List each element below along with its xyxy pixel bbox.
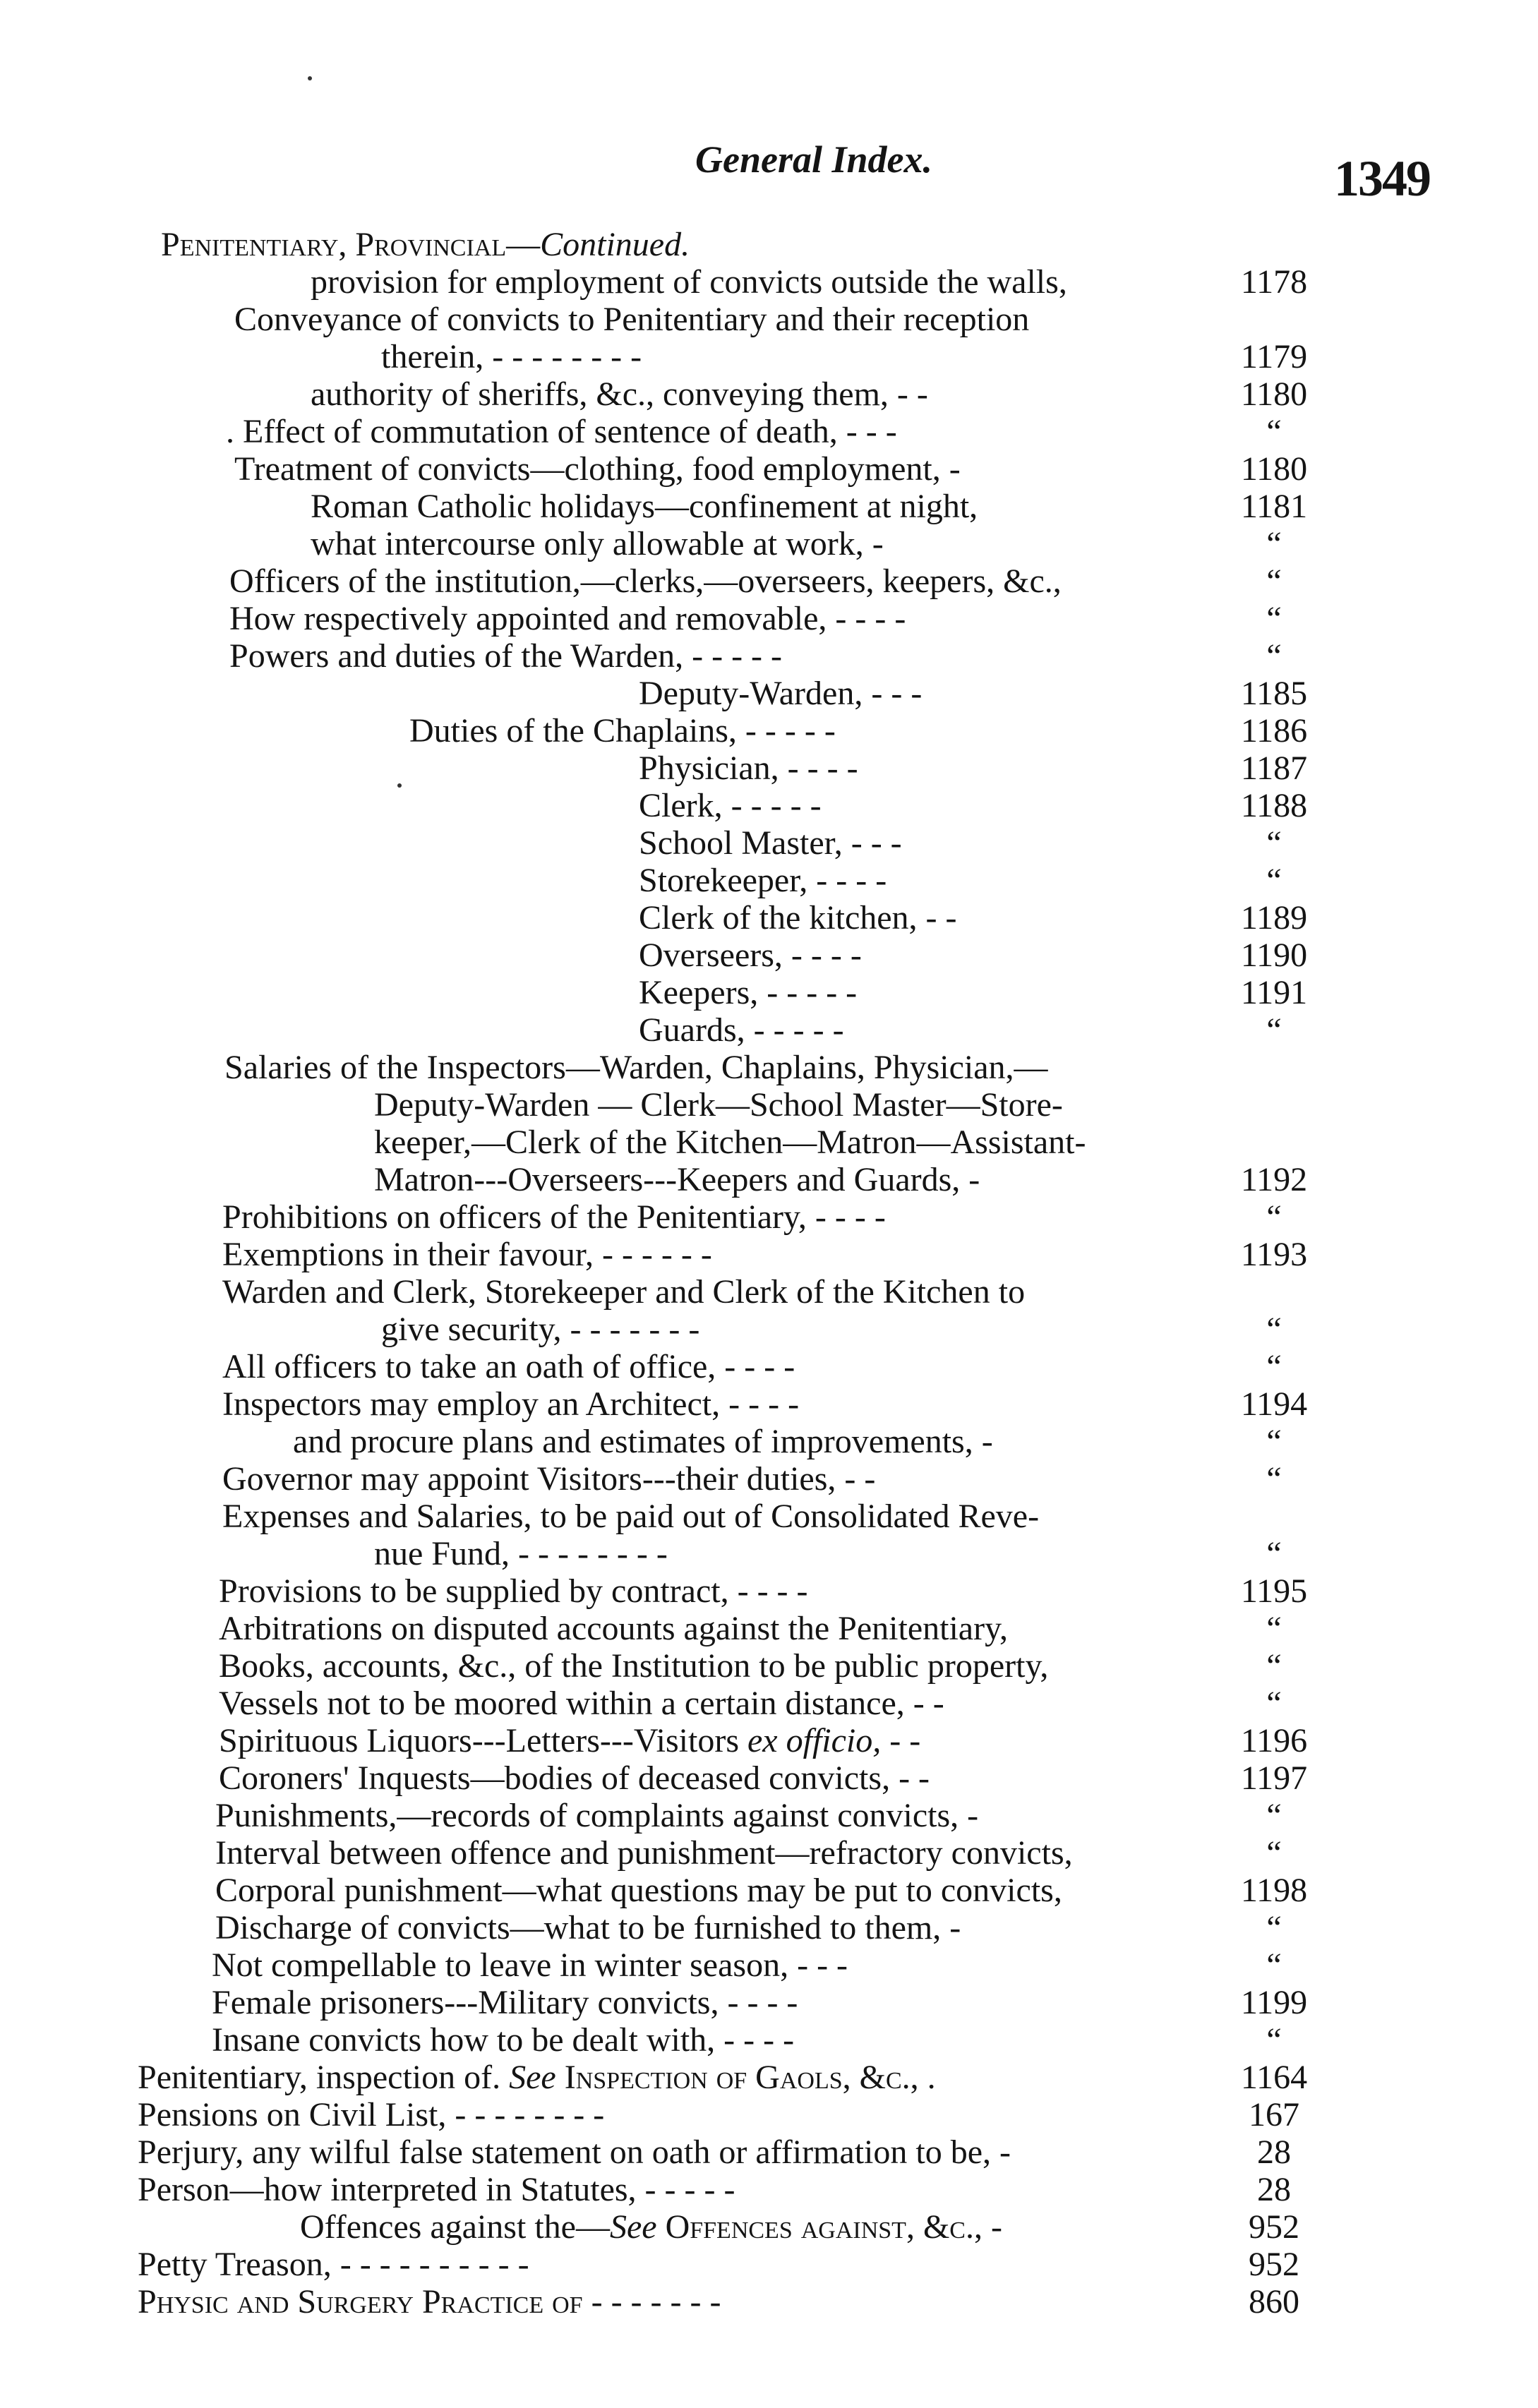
entry-page: 1164	[1240, 2059, 1308, 2096]
index-entry	[0, 562, 1538, 600]
entry-text: Inspectors may employ an Architect, - - - -	[222, 1385, 800, 1423]
index-entry	[0, 600, 1538, 637]
entry-page: 1187	[1240, 750, 1308, 787]
index-entry	[0, 1797, 1538, 1834]
continued-label: Continued.	[540, 226, 690, 263]
index-entry	[0, 450, 1538, 488]
entry-page: “	[1266, 1797, 1282, 1834]
entry-page: 167	[1249, 2096, 1299, 2133]
entry-text: Punishments,—records of complaints against convicts, -	[215, 1797, 979, 1834]
entry-page: “	[1266, 1834, 1282, 1872]
index-entry	[0, 1759, 1538, 1797]
entry-page: 1178	[1240, 263, 1308, 301]
entry-page: “	[1266, 824, 1282, 862]
index-entry	[0, 338, 1538, 375]
entry-page: 1193	[1240, 1236, 1308, 1273]
entry-page: “	[1266, 1535, 1282, 1572]
index-entry	[0, 375, 1538, 413]
index-entry	[0, 2021, 1538, 2059]
entry-text: Storekeeper, - - - -	[639, 862, 887, 899]
entry-page: 1195	[1240, 1572, 1308, 1610]
entry-page: 1181	[1240, 488, 1308, 525]
entry-text: Warden and Clerk, Storekeeper and Clerk of the Kitchen to	[222, 1273, 1026, 1311]
index-entry	[0, 2171, 1538, 2208]
entry-text: Interval between offence and punishment—refractory convicts,	[215, 1834, 1073, 1872]
index-entry	[0, 1722, 1538, 1759]
index-entry	[0, 1385, 1538, 1423]
ink-speck	[308, 76, 312, 80]
entry-text: Deputy-Warden, - - -	[639, 675, 923, 712]
entry-page: “	[1266, 862, 1282, 899]
entry-text: keeper,—Clerk of the Kitchen—Matron—Assistant-	[374, 1124, 1086, 1161]
index-entry	[0, 525, 1538, 562]
entry-page: “	[1266, 562, 1282, 600]
index-entry	[0, 1049, 1538, 1086]
index-entry	[0, 1161, 1538, 1198]
entry-text: Offences against the—	[300, 2208, 610, 2246]
entry-heading: Person—how interpreted in Statutes, - - - - -	[138, 2171, 735, 2208]
entry-page: 952	[1249, 2208, 1299, 2246]
entry-text: Books, accounts, &c., of the Institution to be public property,	[219, 1647, 1049, 1685]
entry-page: 1192	[1240, 1161, 1308, 1198]
index-entry	[0, 1685, 1538, 1722]
index-entry	[0, 1647, 1538, 1685]
index-entry	[0, 1872, 1538, 1909]
entry-text: Vessels not to be moored within a certain distance, - -	[219, 1685, 944, 1722]
entry-text: Duties of the Chaplains, - - - - -	[409, 712, 836, 750]
entry-text: Powers and duties of the Warden, - - - - -	[229, 637, 783, 675]
index-entry	[0, 787, 1538, 824]
index-entry	[0, 2096, 1538, 2133]
entry-page: 1189	[1240, 899, 1308, 937]
page-header-title: General Index.	[695, 138, 932, 181]
index-entry	[0, 1348, 1538, 1385]
entry-text: Treatment of convicts—clothing, food employment, -	[234, 450, 961, 488]
page-number: 1349	[1334, 150, 1430, 207]
entry-text: Prohibitions on officers of the Penitentiary, - - - -	[222, 1198, 886, 1236]
index-entry	[0, 1086, 1538, 1124]
entry-page: 1186	[1240, 712, 1308, 750]
entry-text: Governor may appoint Visitors---their duties, - -	[222, 1460, 876, 1498]
entry-page: 1196	[1240, 1722, 1308, 1759]
entry-page: “	[1266, 1909, 1282, 1946]
entry-text: Salaries of the Inspectors—Warden, Chaplains, Physician,—	[224, 1049, 1048, 1086]
entry-page: “	[1266, 1460, 1282, 1498]
entry-page: 1179	[1240, 338, 1308, 375]
entry-text: School Master, - - -	[639, 824, 902, 862]
index-entry	[0, 675, 1538, 712]
index-entry	[0, 974, 1538, 1011]
entry-text: Discharge of convicts—what to be furnished to them, -	[215, 1909, 961, 1946]
entry-page: “	[1266, 1946, 1282, 1984]
entry-page: “	[1266, 2021, 1282, 2059]
entry-page: “	[1266, 1311, 1282, 1348]
index-entry	[0, 824, 1538, 862]
entry-text: Deputy-Warden — Clerk—School Master—Store-	[374, 1086, 1063, 1124]
entry-heading: Penitentiary, inspection of.	[138, 2059, 501, 2096]
entry-text: Arbitrations on disputed accounts against the Penitentiary,	[219, 1610, 1008, 1647]
index-entry	[0, 1460, 1538, 1498]
entry-page: “	[1266, 525, 1282, 562]
entry-page: 860	[1249, 2283, 1299, 2320]
index-entry	[0, 2246, 1538, 2283]
index-entry	[0, 1423, 1538, 1460]
index-entry	[0, 1909, 1538, 1946]
entry-leader: - -	[881, 1722, 921, 1759]
index-entry	[0, 1610, 1538, 1647]
entry-page: “	[1266, 1423, 1282, 1460]
entry-page: 28	[1257, 2133, 1291, 2171]
index-entry	[0, 413, 1538, 450]
index-entry	[0, 862, 1538, 899]
see-label: See	[509, 2059, 556, 2096]
index-entry	[0, 1124, 1538, 1161]
entry-text: Physician, - - - -	[639, 750, 858, 787]
entry-page: 1199	[1240, 1984, 1308, 2021]
index-entry	[0, 1198, 1538, 1236]
index-entry	[0, 1535, 1538, 1572]
see-label: See	[609, 2208, 657, 2246]
entry-text: Coroners' Inquests—bodies of deceased convicts, - -	[219, 1759, 930, 1797]
index-entry	[0, 301, 1538, 338]
entry-text: . Effect of commutation of sentence of death, - - -	[226, 413, 897, 450]
index-entry	[0, 1498, 1538, 1535]
index-entry	[0, 1311, 1538, 1348]
index-entry	[0, 1834, 1538, 1872]
entry-text: Clerk, - - - - -	[639, 787, 822, 824]
index-entry	[0, 637, 1538, 675]
entry-page: “	[1266, 1610, 1282, 1647]
cross-reference: Inspection of Gaols, &c., .	[555, 2059, 936, 2096]
entry-text: Officers of the institution,—clerks,—overseers, keepers, &c.,	[229, 562, 1062, 600]
entry-text: How respectively appointed and removable, - - - -	[229, 600, 906, 637]
entry-page: 1190	[1240, 937, 1308, 974]
index-entry	[0, 488, 1538, 525]
entry-text: Roman Catholic holidays—confinement at night,	[311, 488, 978, 525]
entry-page: “	[1266, 1685, 1282, 1722]
entry-text: nue Fund, - - - - - - - -	[374, 1535, 668, 1572]
cross-reference: Offences against, &c., -	[656, 2208, 1002, 2246]
entry-page: 952	[1249, 2246, 1299, 2283]
entry-text: authority of sheriffs, &c., conveying them, - -	[311, 375, 928, 413]
index-entry	[0, 2059, 1538, 2096]
entry-page: 1180	[1240, 375, 1308, 413]
index-entry	[0, 263, 1538, 301]
entry-page: 1188	[1240, 787, 1308, 824]
entry-text: Clerk of the kitchen, - -	[639, 899, 957, 937]
entry-text: Keepers, - - - - -	[639, 974, 858, 1011]
entry-page: 1180	[1240, 450, 1308, 488]
entry-page: 1185	[1240, 675, 1308, 712]
index-entry	[0, 899, 1538, 937]
entry-text: Expenses and Salaries, to be paid out of Consolidated Reve-	[222, 1498, 1040, 1535]
index-entry	[0, 226, 1538, 263]
index-entry	[0, 712, 1538, 750]
entry-page: 1197	[1240, 1759, 1308, 1797]
entry-text: Overseers, - - - -	[639, 937, 862, 974]
index-entry	[0, 2208, 1538, 2246]
entry-text: and procure plans and estimates of improvements, -	[293, 1423, 993, 1460]
entry-page: 28	[1257, 2171, 1291, 2208]
entry-page: “	[1266, 1198, 1282, 1236]
entry-page: 1198	[1240, 1872, 1308, 1909]
entry-text: Spirituous Liquors---Letters---Visitors	[219, 1722, 739, 1759]
entry-heading: Petty Treason, - - - - - - - - - -	[138, 2246, 529, 2283]
index-entry	[0, 1984, 1538, 2021]
entry-text: give security, - - - - - - -	[381, 1311, 700, 1348]
entry-text: Not compellable to leave in winter season, - - -	[212, 1946, 848, 1984]
ink-speck	[397, 783, 402, 788]
index-entry	[0, 1946, 1538, 1984]
index-entry	[0, 750, 1538, 787]
index-entry	[0, 1572, 1538, 1610]
entry-page: “	[1266, 1647, 1282, 1685]
entry-heading: Physic and Surgery Practice of - - - - - - -	[138, 2283, 721, 2320]
index-entry	[0, 1236, 1538, 1273]
index-entries	[0, 226, 1538, 2320]
entry-page: 1194	[1240, 1385, 1308, 1423]
entry-text: All officers to take an oath of office, - - - -	[222, 1348, 795, 1385]
index-entry	[0, 937, 1538, 974]
entry-text: Exemptions in their favour, - - - - - -	[222, 1236, 712, 1273]
index-entry	[0, 2133, 1538, 2171]
entry-page: “	[1266, 1011, 1282, 1049]
entry-page: “	[1266, 600, 1282, 637]
entry-text: Matron---Overseers---Keepers and Guards, -	[374, 1161, 980, 1198]
entry-page: “	[1266, 413, 1282, 450]
entry-text: Provisions to be supplied by contract, - - - -	[219, 1572, 808, 1610]
entry-text: provision for employment of convicts outside the walls,	[311, 263, 1067, 301]
entry-text: Conveyance of convicts to Penitentiary and their reception	[234, 301, 1030, 338]
entry-heading: Penitentiary, Provincial—	[161, 226, 541, 263]
index-entry	[0, 2283, 1538, 2320]
entry-text: what intercourse only allowable at work, -	[311, 525, 884, 562]
index-entry	[0, 1011, 1538, 1049]
entry-heading: Perjury, any wilful false statement on oath or affirmation to be, -	[138, 2133, 1011, 2171]
entry-heading: Pensions on Civil List, - - - - - - - -	[138, 2096, 605, 2133]
entry-text: therein, - - - - - - - -	[381, 338, 642, 375]
entry-page: 1191	[1240, 974, 1308, 1011]
entry-page: “	[1266, 1348, 1282, 1385]
index-entry	[0, 1273, 1538, 1311]
entry-text: Insane convicts how to be dealt with, - - - -	[212, 2021, 795, 2059]
entry-text: Female prisoners---Military convicts, - - - -	[212, 1984, 798, 2021]
ex-officio-label: ex officio,	[747, 1722, 882, 1759]
entry-text: Corporal punishment—what questions may be put to convicts,	[215, 1872, 1062, 1909]
entry-page: “	[1266, 637, 1282, 675]
entry-text: Guards, - - - - -	[639, 1011, 844, 1049]
